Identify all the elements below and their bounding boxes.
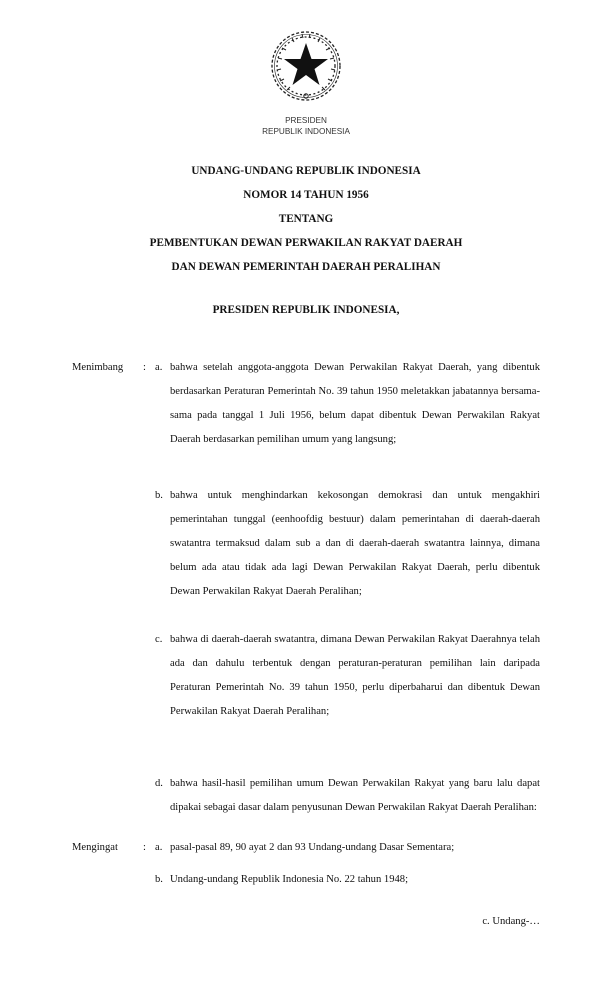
menimbang-item-c: [155, 628, 540, 724]
menimbang-label: Menimbang: [72, 362, 124, 373]
page-continuation: c. Undang-…: [482, 916, 540, 927]
document-issuer: PRESIDEN REPUBLIK INDONESIA,: [212, 304, 400, 316]
document-subject-line2: DAN DEWAN PEMERINTAH DAERAH PERALIHAN: [171, 261, 441, 273]
menimbang-item-a: [155, 356, 540, 452]
menimbang-item-b: [155, 484, 540, 604]
item-marker: a.: [155, 362, 163, 373]
item-marker: a.: [155, 842, 163, 853]
item-text: bahwa untuk menghindarkan kekosongan demokrasi dan untuk mengakhiri pemerintahan tunggal (eenhoofdig bestuur) dalam pemerintahan di daerah-daerah swatantra termaksud dalam sub a dan di daerah-daerah swatantra lainnya, dimana belum ada atau tidak ada lagi Dewan Perwakilan Rakyat Daerah, perlu dibentuk Dewan Perwakilan Rakyat Daerah Peralihan;: [170, 490, 540, 597]
item-marker: d.: [155, 778, 163, 789]
item-marker: b.: [155, 490, 163, 501]
item-text: bahwa hasil-hasil pemilihan umum Dewan Perwakilan Rakyat yang baru lalu dapat dipakai sebagai dasar dalam penyusunan Dewan Perwakilan Rakyat Daerah Peralihan:: [170, 778, 540, 813]
mengingat-colon: :: [143, 842, 146, 853]
menimbang-colon: :: [143, 362, 146, 373]
item-marker: b.: [155, 874, 163, 885]
item-text: bahwa setelah anggota-anggota Dewan Perwakilan Rakyat Daerah, yang dibentuk berdasarkan Peraturan Pemerintah No. 39 tahun 1950 meletakkan jabatannya bersama-sama pada tanggal 1 Juli 1956, belum dapat dibentuk Dewan Perwakilan Rakyat Daerah berdasarkan pemilihan umum yang langsung;: [170, 362, 540, 445]
item-marker: c.: [155, 634, 163, 645]
item-text: pasal-pasal 89, 90 ayat 2 dan 93 Undang-undang Dasar Sementara;: [170, 842, 455, 853]
mengingat-item-b: [155, 868, 540, 892]
menimbang-item-d: [155, 772, 540, 820]
emblem-caption-republik: REPUBLIK INDONESIA: [262, 127, 350, 136]
emblem-caption-presiden: PRESIDEN: [285, 116, 327, 125]
mengingat-label: Mengingat: [72, 842, 118, 853]
mengingat-item-a: [155, 836, 540, 860]
document-tentang: TENTANG: [278, 213, 334, 225]
document-title-line1: UNDANG-UNDANG REPUBLIK INDONESIA: [191, 165, 421, 177]
garuda-star-emblem-icon: [268, 28, 344, 104]
item-text: Undang-undang Republik Indonesia No. 22 tahun 1948;: [170, 874, 409, 885]
document-number: NOMOR 14 TAHUN 1956: [243, 189, 369, 201]
item-text: bahwa di daerah-daerah swatantra, dimana Dewan Perwakilan Rakyat Daerahnya telah ada dan dahulu terbentuk dengan peraturan-peraturan pemilihan lain daripada Peraturan Pemerintah No. 39 tahun 1950, perlu diperbaharui dan dibentuk Dewan Perwakilan Rakyat Daerah Peralihan;: [170, 634, 540, 717]
document-subject-line1: PEMBENTUKAN DEWAN PERWAKILAN RAKYAT DAERAH: [149, 237, 463, 249]
